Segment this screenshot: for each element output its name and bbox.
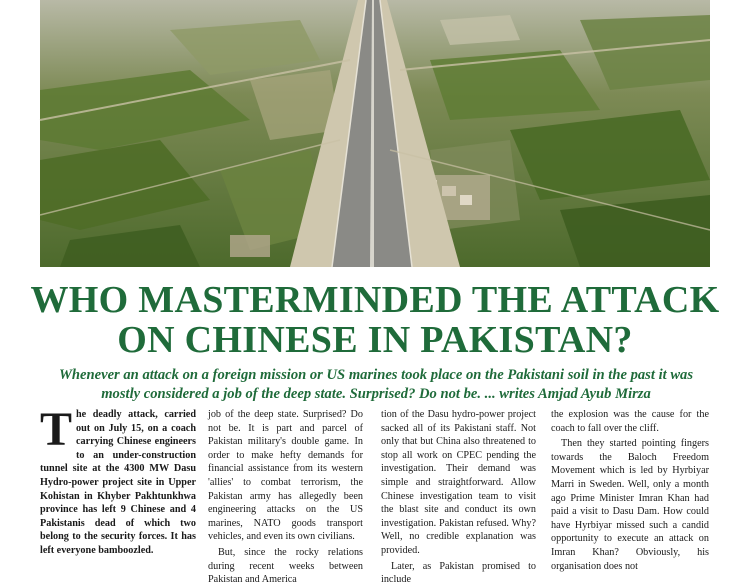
column-2-paragraph-1: job of the deep state. Surprised? Do not be. It is part and parcel of Pakistan military's double game. In order to make hefty demands for financial assistance from its western 'allies' to combat terrorism, the Pakistan army has allegedly been engineering attacks on the US marines, NATO goods transport vehicles, and even its own civilians. <box>208 409 363 543</box>
column-2-paragraph-2: But, since the rocky relations during recent weeks between Pakistan and America <box>208 546 363 586</box>
article-standfirst: Whenever an attack on a foreign mission or US marines took place on the Pakistani soil in the past it was mostly considered a job of the deep state. Surprised? Do not be. ... writes Amjad Ayub Mirza <box>58 367 694 402</box>
column-1-text: he deadly attack, carried out on July 15, on a coach carrying Chinese engineers to an under-construction tunnel site at the 4300 MW Dasu Hydro-power project site in Upper Kohistan in Khyber Pakhtunkhwa province has left 9 Chinese and 4 Pakistanis dead of which two belong to the security forces. It has left everyone bamboozled. <box>40 409 196 556</box>
article-column-3 <box>381 408 536 586</box>
column-3-paragraph-2: Later, as Pakistan promised to include <box>381 560 536 586</box>
column-4-paragraph-2: Then they started pointing fingers towards the Baloch Freedom Movement which is led by Hyrbiyar Marri in Sweden. Well, only a month ago Prime Minister Imran Khan had paid a visit to Dasu Dam. How could have Hyrbiyar missed such a candid opportunity to execute an attack on Imran Khan? Obviously, his organisation does not <box>551 438 709 572</box>
article-column-2 <box>208 408 363 586</box>
aerial-highway-photo <box>40 0 710 267</box>
article-column-4 <box>551 408 709 572</box>
column-3-paragraph-1: tion of the Dasu hydro-power project sacked all of its Pakistani staff. Not only that but China also threatened to stop all work on CPEC pending the investigation. Their demand was simple and straightforward. Allow Chinese investigation team to visit the blast site and conduct its own investigation. Pakistan refused. Why? Well, no credible explanation was provided. <box>381 409 536 556</box>
headline-line-2: ON CHINESE IN PAKISTAN? <box>117 319 633 361</box>
article-column-1 <box>40 403 196 556</box>
headline-line-1: WHO MASTERMINDED THE ATTACK <box>30 279 720 321</box>
drop-cap: T <box>40 403 73 456</box>
column-4-paragraph-1: the explosion was the cause for the coach to fall over the cliff. <box>551 409 709 434</box>
